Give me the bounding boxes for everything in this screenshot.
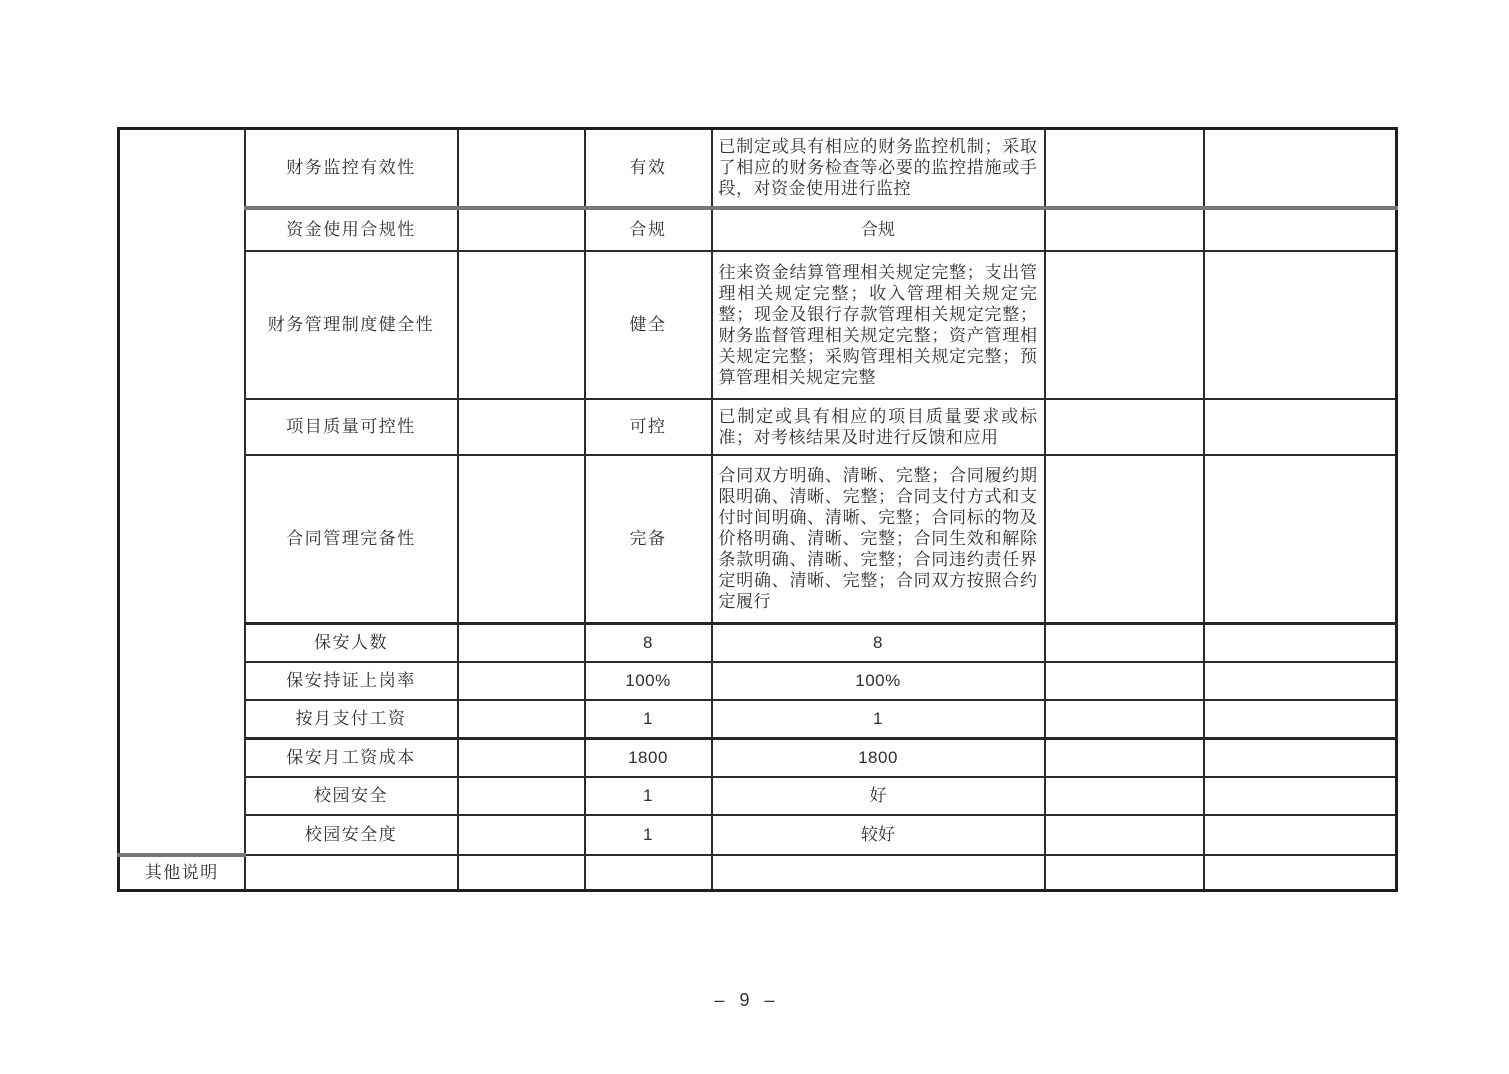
evaluation-table	[117, 127, 1398, 892]
blank-cell	[458, 129, 585, 208]
blank-cell	[1045, 700, 1204, 739]
blank-cell	[458, 777, 585, 815]
description-cell: 1	[712, 700, 1045, 739]
blank-cell	[1045, 208, 1204, 251]
indicator-cell: 保安人数	[245, 624, 458, 662]
blank-cell	[1045, 662, 1204, 700]
blank-cell	[458, 399, 585, 455]
value-cell: 1	[585, 815, 712, 855]
blank-cell	[1045, 251, 1204, 399]
blank-cell	[1204, 455, 1397, 624]
blank-cell	[1204, 129, 1397, 208]
description-cell: 1800	[712, 739, 1045, 777]
blank-cell	[1204, 208, 1397, 251]
blank-cell	[1045, 777, 1204, 815]
table-row	[119, 815, 1397, 855]
indicator-cell: 保安持证上岗率	[245, 662, 458, 700]
value-cell: 可控	[585, 399, 712, 455]
value-cell: 健全	[585, 251, 712, 399]
blank-cell	[1045, 455, 1204, 624]
blank-cell	[458, 662, 585, 700]
blank-cell	[458, 251, 585, 399]
table-row	[119, 455, 1397, 624]
value-cell: 100%	[585, 662, 712, 700]
blank-cell	[458, 208, 585, 251]
value-cell: 8	[585, 624, 712, 662]
blank-cell	[1045, 815, 1204, 855]
blank-cell	[1204, 251, 1397, 399]
blank-cell	[458, 700, 585, 739]
table-row	[119, 624, 1397, 662]
blank-cell	[458, 455, 585, 624]
value-cell: 完备	[585, 455, 712, 624]
description-cell: 合同双方明确、清晰、完整；合同履约期限明确、清晰、完整；合同支付方式和支付时间明确、清晰、完整；合同标的物及价格明确、清晰、完整；合同生效和解除条款明确、清晰、完整；合同违约责任界定明确、清晰、完整；合同双方按照合约定履行	[712, 455, 1045, 624]
description-cell: 合规	[712, 208, 1045, 251]
value-cell: 合规	[585, 208, 712, 251]
indicator-cell: 项目质量可控性	[245, 399, 458, 455]
other-notes-label-cell: 其他说明	[119, 855, 245, 891]
blank-cell	[585, 855, 712, 891]
table-row	[119, 700, 1397, 739]
blank-cell	[1045, 739, 1204, 777]
blank-cell	[1204, 700, 1397, 739]
blank-cell	[1045, 399, 1204, 455]
blank-cell	[458, 855, 585, 891]
indicator-cell: 财务管理制度健全性	[245, 251, 458, 399]
table-row	[119, 739, 1397, 777]
table-row	[119, 208, 1397, 251]
blank-cell	[245, 855, 458, 891]
table-row	[119, 662, 1397, 700]
value-cell: 1800	[585, 739, 712, 777]
blank-cell	[1204, 777, 1397, 815]
blank-cell	[1045, 624, 1204, 662]
description-cell: 较好	[712, 815, 1045, 855]
blank-cell	[1204, 399, 1397, 455]
description-cell: 好	[712, 777, 1045, 815]
indicator-cell: 合同管理完备性	[245, 455, 458, 624]
blank-cell	[1204, 624, 1397, 662]
table-row	[119, 777, 1397, 815]
description-cell: 往来资金结算管理相关规定完整；支出管理相关规定完整；收入管理相关规定完整；现金及银行存款管理相关规定完整；财务监督管理相关规定完整；资产管理相关规定完整；采购管理相关规定完整；预算管理相关规定完整	[712, 251, 1045, 399]
blank-cell	[1204, 855, 1397, 891]
value-cell: 1	[585, 700, 712, 739]
table-row	[119, 251, 1397, 399]
category-span-cell	[119, 129, 245, 855]
indicator-cell: 校园安全度	[245, 815, 458, 855]
value-cell: 有效	[585, 129, 712, 208]
indicator-cell: 财务监控有效性	[245, 129, 458, 208]
description-cell: 已制定或具有相应的项目质量要求或标准；对考核结果及时进行反馈和应用	[712, 399, 1045, 455]
value-cell: 1	[585, 777, 712, 815]
blank-cell	[1045, 129, 1204, 208]
blank-cell	[1045, 855, 1204, 891]
indicator-cell: 校园安全	[245, 777, 458, 815]
page-number: – 9 –	[714, 990, 775, 1010]
table-row	[119, 129, 1397, 208]
blank-cell	[1204, 815, 1397, 855]
blank-cell	[1204, 739, 1397, 777]
blank-cell	[1204, 662, 1397, 700]
description-cell: 100%	[712, 662, 1045, 700]
description-cell: 已制定或具有相应的财务监控机制；采取了相应的财务检查等必要的监控措施或手段，对资金使用进行监控	[712, 129, 1045, 208]
indicator-cell: 保安月工资成本	[245, 739, 458, 777]
indicator-cell: 按月支付工资	[245, 700, 458, 739]
blank-cell	[458, 739, 585, 777]
table-row	[119, 399, 1397, 455]
blank-cell	[712, 855, 1045, 891]
table-row	[119, 855, 1397, 891]
blank-cell	[458, 624, 585, 662]
blank-cell	[458, 815, 585, 855]
description-cell: 8	[712, 624, 1045, 662]
indicator-cell: 资金使用合规性	[245, 208, 458, 251]
